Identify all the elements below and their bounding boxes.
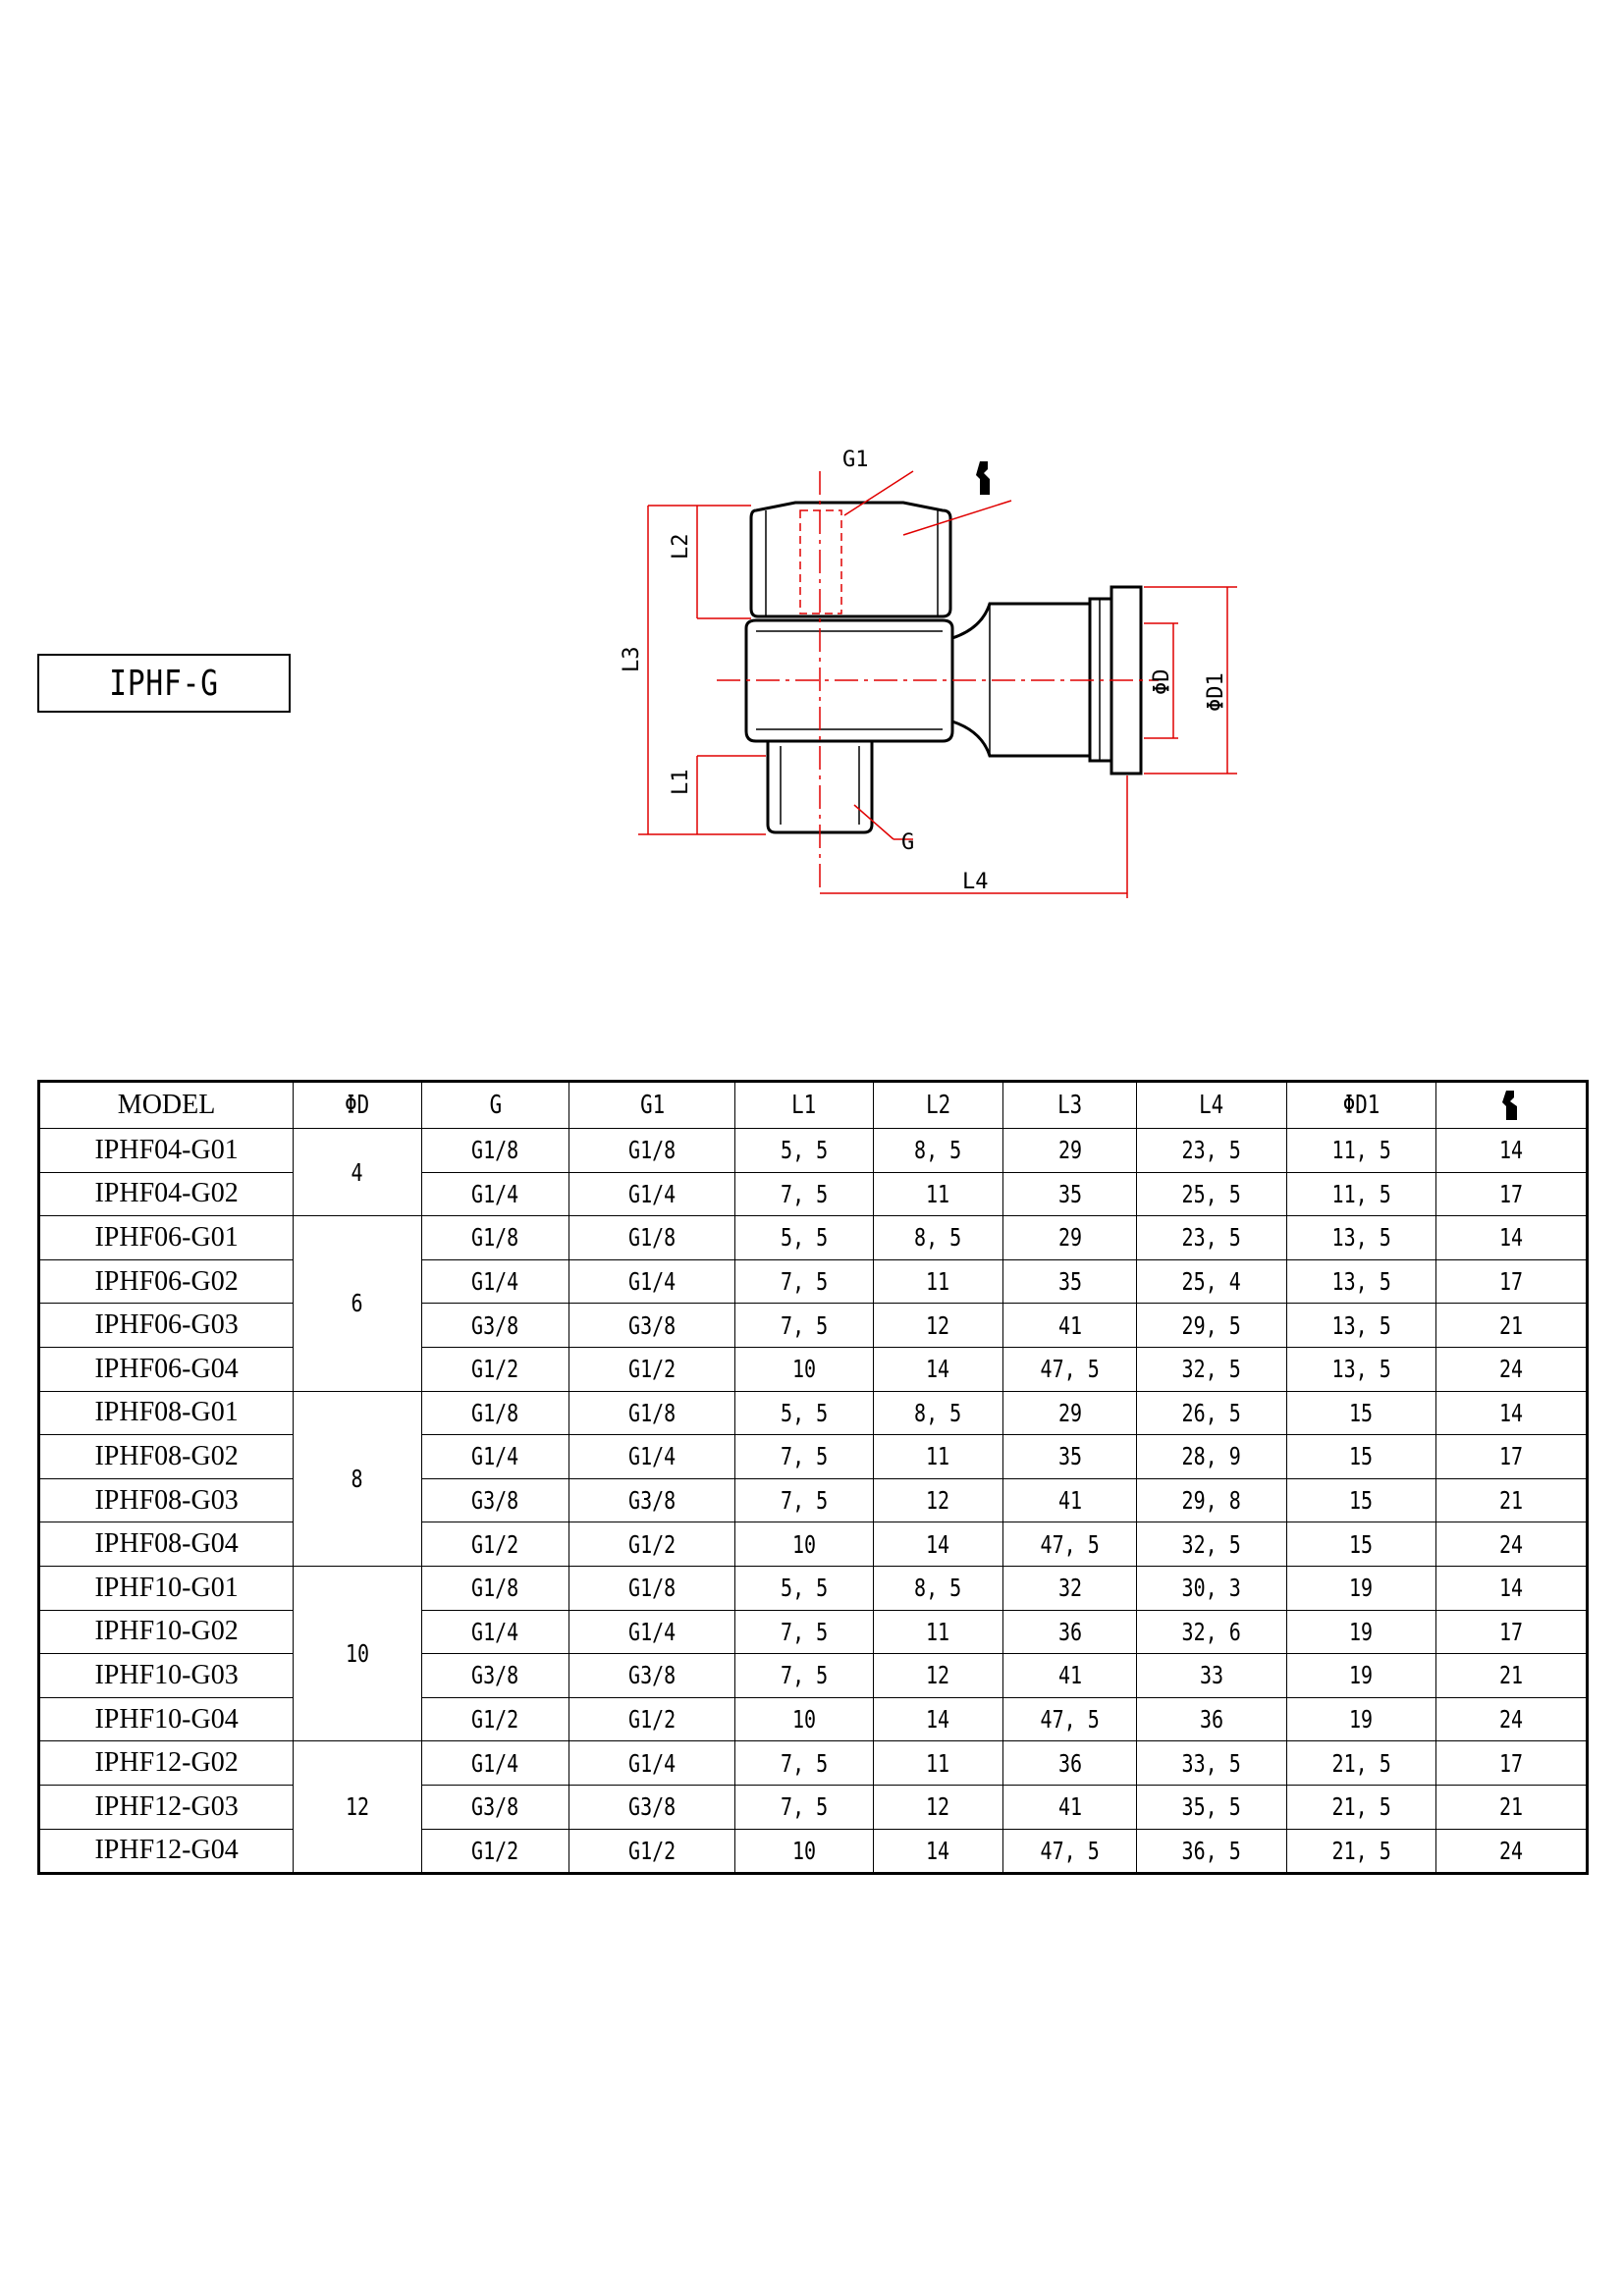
cell-model: IPHF10-G04 xyxy=(39,1697,294,1741)
cell-model: IPHF12-G02 xyxy=(39,1741,294,1786)
table-row xyxy=(39,1347,1588,1391)
cell-value: 15 xyxy=(1286,1435,1436,1479)
cell-value: G3/8 xyxy=(569,1785,735,1829)
cell-value: 8, 5 xyxy=(873,1566,1003,1610)
label-phi-d1: ΦD1 xyxy=(1204,672,1228,712)
cell-model: IPHF08-G04 xyxy=(39,1522,294,1567)
cell-value: 30, 3 xyxy=(1136,1566,1286,1610)
cell-value: 5, 5 xyxy=(735,1566,874,1610)
table-row xyxy=(39,1697,1588,1741)
cell-value: 5, 5 xyxy=(735,1391,874,1435)
cell-value: 7, 5 xyxy=(735,1435,874,1479)
header-l2: L2 xyxy=(873,1082,1003,1129)
cell-value: 5, 5 xyxy=(735,1129,874,1173)
cell-value: 13, 5 xyxy=(1286,1216,1436,1260)
cell-value: G1/2 xyxy=(421,1829,569,1874)
cell-value: G1/2 xyxy=(421,1522,569,1567)
cell-value: 32, 5 xyxy=(1136,1522,1286,1567)
cell-model: IPHF10-G03 xyxy=(39,1654,294,1698)
cell-value: 10 xyxy=(735,1697,874,1741)
cell-value: 11, 5 xyxy=(1286,1129,1436,1173)
cell-phi-d: 10 xyxy=(294,1566,422,1740)
cell-value: 19 xyxy=(1286,1610,1436,1654)
cell-model: IPHF04-G01 xyxy=(39,1129,294,1173)
cell-value: 47, 5 xyxy=(1003,1522,1137,1567)
cell-value: 11, 5 xyxy=(1286,1172,1436,1216)
cell-value: 29 xyxy=(1003,1129,1137,1173)
table-row xyxy=(39,1829,1588,1874)
table-row xyxy=(39,1478,1588,1522)
cell-value: 24 xyxy=(1436,1829,1588,1874)
cell-value: 19 xyxy=(1286,1566,1436,1610)
header-l3: L3 xyxy=(1003,1082,1137,1129)
cell-value: 11 xyxy=(873,1435,1003,1479)
cell-value: 11 xyxy=(873,1259,1003,1304)
label-l4: L4 xyxy=(962,870,989,894)
cell-value: 36, 5 xyxy=(1136,1829,1286,1874)
cell-value: 7, 5 xyxy=(735,1785,874,1829)
cell-value: 47, 5 xyxy=(1003,1697,1137,1741)
cell-value: 12 xyxy=(873,1478,1003,1522)
table-row xyxy=(39,1610,1588,1654)
cell-value: 21, 5 xyxy=(1286,1829,1436,1874)
cell-value: 17 xyxy=(1436,1172,1588,1216)
cell-value: 21 xyxy=(1436,1785,1588,1829)
cell-value: G1/8 xyxy=(421,1391,569,1435)
cell-value: 33, 5 xyxy=(1136,1741,1286,1786)
cell-value: 32, 5 xyxy=(1136,1347,1286,1391)
cell-value: 8, 5 xyxy=(873,1391,1003,1435)
cell-value: G1/4 xyxy=(421,1741,569,1786)
cell-value: 29 xyxy=(1003,1216,1137,1260)
upper-nut xyxy=(751,503,950,616)
cell-value: G3/8 xyxy=(421,1654,569,1698)
cell-value: 24 xyxy=(1436,1522,1588,1567)
cell-value: 32 xyxy=(1003,1566,1137,1610)
cell-value: 7, 5 xyxy=(735,1654,874,1698)
cell-value: 7, 5 xyxy=(735,1304,874,1348)
cell-value: G1/4 xyxy=(421,1435,569,1479)
cell-value: 12 xyxy=(873,1785,1003,1829)
table-row xyxy=(39,1566,1588,1610)
table-header-row xyxy=(39,1082,1588,1129)
table-row xyxy=(39,1391,1588,1435)
cell-value: 17 xyxy=(1436,1741,1588,1786)
cell-model: IPHF12-G03 xyxy=(39,1785,294,1829)
cell-value: 35 xyxy=(1003,1172,1137,1216)
cell-model: IPHF06-G02 xyxy=(39,1259,294,1304)
spec-table xyxy=(37,1080,1589,1875)
cell-value: G1/2 xyxy=(569,1829,735,1874)
cell-value: 15 xyxy=(1286,1478,1436,1522)
header-wrench-icon xyxy=(1436,1082,1588,1129)
model-label-box xyxy=(37,654,291,713)
cell-value: G1/2 xyxy=(569,1697,735,1741)
cell-value: 35 xyxy=(1003,1435,1137,1479)
cell-value: 14 xyxy=(873,1697,1003,1741)
cell-phi-d: 6 xyxy=(294,1216,422,1391)
cell-value: 41 xyxy=(1003,1478,1137,1522)
cell-value: 36 xyxy=(1003,1610,1137,1654)
cell-value: 17 xyxy=(1436,1259,1588,1304)
model-label: IPHF-G xyxy=(109,663,219,704)
cell-value: 41 xyxy=(1003,1785,1137,1829)
cell-value: 14 xyxy=(1436,1391,1588,1435)
cell-value: 41 xyxy=(1003,1654,1137,1698)
cell-value: 14 xyxy=(873,1347,1003,1391)
cell-phi-d: 12 xyxy=(294,1741,422,1874)
cell-value: 36 xyxy=(1136,1697,1286,1741)
cell-value: G1/4 xyxy=(569,1172,735,1216)
cell-value: G3/8 xyxy=(569,1654,735,1698)
cell-value: G3/8 xyxy=(421,1478,569,1522)
cell-value: G1/4 xyxy=(569,1610,735,1654)
cell-value: 12 xyxy=(873,1654,1003,1698)
cell-value: 35, 5 xyxy=(1136,1785,1286,1829)
cell-value: 10 xyxy=(735,1829,874,1874)
cell-value: G1/4 xyxy=(421,1610,569,1654)
cell-value: 13, 5 xyxy=(1286,1347,1436,1391)
label-g1: G1 xyxy=(842,448,869,472)
cell-value: 11 xyxy=(873,1172,1003,1216)
cell-value: G1/8 xyxy=(421,1566,569,1610)
cell-value: 17 xyxy=(1436,1610,1588,1654)
cell-value: 21 xyxy=(1436,1304,1588,1348)
cell-value: G1/2 xyxy=(421,1697,569,1741)
cell-model: IPHF10-G01 xyxy=(39,1566,294,1610)
cell-value: 47, 5 xyxy=(1003,1347,1137,1391)
cell-value: 15 xyxy=(1286,1522,1436,1567)
cell-value: G1/8 xyxy=(569,1391,735,1435)
header-l4: L4 xyxy=(1136,1082,1286,1129)
cell-value: 29, 8 xyxy=(1136,1478,1286,1522)
table-row xyxy=(39,1435,1588,1479)
cell-value: 5, 5 xyxy=(735,1216,874,1260)
cell-value: 33 xyxy=(1136,1654,1286,1698)
cell-value: 17 xyxy=(1436,1435,1588,1479)
cell-value: 14 xyxy=(1436,1129,1588,1173)
cell-value: G1/8 xyxy=(569,1566,735,1610)
cell-value: 23, 5 xyxy=(1136,1216,1286,1260)
cell-value: 11 xyxy=(873,1610,1003,1654)
table-row xyxy=(39,1259,1588,1304)
table-row xyxy=(39,1304,1588,1348)
cell-value: 7, 5 xyxy=(735,1610,874,1654)
label-phi-d: ΦD xyxy=(1150,668,1174,695)
cell-value: 24 xyxy=(1436,1347,1588,1391)
cell-value: 14 xyxy=(873,1522,1003,1567)
cell-value: 21, 5 xyxy=(1286,1741,1436,1786)
cell-value: 21 xyxy=(1436,1478,1588,1522)
cell-model: IPHF06-G01 xyxy=(39,1216,294,1260)
header-phi-d1: ΦD1 xyxy=(1286,1082,1436,1129)
table-row xyxy=(39,1216,1588,1260)
cell-value: 23, 5 xyxy=(1136,1129,1286,1173)
cell-value: 19 xyxy=(1286,1654,1436,1698)
cell-value: G1/2 xyxy=(569,1347,735,1391)
cell-value: G3/8 xyxy=(421,1785,569,1829)
cell-model: IPHF04-G02 xyxy=(39,1172,294,1216)
cell-value: 21 xyxy=(1436,1654,1588,1698)
cell-value: 35 xyxy=(1003,1259,1137,1304)
label-g: G xyxy=(901,830,915,855)
table-row xyxy=(39,1654,1588,1698)
header-g: G xyxy=(421,1082,569,1129)
table-row xyxy=(39,1741,1588,1786)
cell-value: G1/8 xyxy=(569,1216,735,1260)
cell-value: 36 xyxy=(1003,1741,1137,1786)
cell-value: G3/8 xyxy=(569,1478,735,1522)
cell-model: IPHF08-G02 xyxy=(39,1435,294,1479)
cell-value: 8, 5 xyxy=(873,1216,1003,1260)
cell-value: 10 xyxy=(735,1347,874,1391)
cell-value: G1/8 xyxy=(569,1129,735,1173)
cell-phi-d: 8 xyxy=(294,1391,422,1566)
cell-value: 15 xyxy=(1286,1391,1436,1435)
cell-value: 11 xyxy=(873,1741,1003,1786)
cell-value: G3/8 xyxy=(421,1304,569,1348)
cell-model: IPHF12-G04 xyxy=(39,1829,294,1874)
label-l1: L1 xyxy=(669,769,693,795)
cell-value: G1/4 xyxy=(421,1172,569,1216)
cell-value: 29, 5 xyxy=(1136,1304,1286,1348)
cell-model: IPHF08-G03 xyxy=(39,1478,294,1522)
cell-value: 12 xyxy=(873,1304,1003,1348)
table-row xyxy=(39,1785,1588,1829)
table-body xyxy=(39,1129,1588,1874)
cell-model: IPHF10-G02 xyxy=(39,1610,294,1654)
cell-value: 8, 5 xyxy=(873,1129,1003,1173)
cell-value: 25, 4 xyxy=(1136,1259,1286,1304)
wrench-icon xyxy=(976,461,990,495)
header-model: MODEL xyxy=(39,1082,294,1129)
cell-value: 21, 5 xyxy=(1286,1785,1436,1829)
cell-value: 41 xyxy=(1003,1304,1137,1348)
cell-value: 13, 5 xyxy=(1286,1259,1436,1304)
header-phi-d: ΦD xyxy=(294,1082,422,1129)
cell-value: 10 xyxy=(735,1522,874,1567)
cell-value: G1/4 xyxy=(569,1259,735,1304)
cell-value: 47, 5 xyxy=(1003,1829,1137,1874)
cell-model: IPHF06-G04 xyxy=(39,1347,294,1391)
cell-value: 25, 5 xyxy=(1136,1172,1286,1216)
cell-phi-d: 4 xyxy=(294,1129,422,1216)
cell-value: G1/4 xyxy=(569,1435,735,1479)
cell-value: 28, 9 xyxy=(1136,1435,1286,1479)
cell-value: 7, 5 xyxy=(735,1259,874,1304)
cell-value: G1/8 xyxy=(421,1129,569,1173)
cell-value: 19 xyxy=(1286,1697,1436,1741)
label-l3: L3 xyxy=(620,646,644,672)
cell-value: 7, 5 xyxy=(735,1172,874,1216)
table-row xyxy=(39,1129,1588,1173)
cell-value: 7, 5 xyxy=(735,1741,874,1786)
cell-value: G1/2 xyxy=(421,1347,569,1391)
cell-model: IPHF06-G03 xyxy=(39,1304,294,1348)
cell-value: 24 xyxy=(1436,1697,1588,1741)
cell-model: IPHF08-G01 xyxy=(39,1391,294,1435)
cell-value: G1/4 xyxy=(421,1259,569,1304)
fitting-drawing xyxy=(609,432,1237,913)
cell-value: 14 xyxy=(1436,1216,1588,1260)
table-row xyxy=(39,1522,1588,1567)
header-l1: L1 xyxy=(735,1082,874,1129)
cell-value: 26, 5 xyxy=(1136,1391,1286,1435)
label-l2: L2 xyxy=(669,533,693,560)
header-g1: G1 xyxy=(569,1082,735,1129)
cell-value: 32, 6 xyxy=(1136,1610,1286,1654)
cell-value: 7, 5 xyxy=(735,1478,874,1522)
cell-value: G1/4 xyxy=(569,1741,735,1786)
cell-value: 14 xyxy=(1436,1566,1588,1610)
cell-value: 14 xyxy=(873,1829,1003,1874)
cell-value: 13, 5 xyxy=(1286,1304,1436,1348)
table-row xyxy=(39,1172,1588,1216)
cell-value: G1/2 xyxy=(569,1522,735,1567)
cell-value: G1/8 xyxy=(421,1216,569,1260)
cell-value: 29 xyxy=(1003,1391,1137,1435)
cell-value: G3/8 xyxy=(569,1304,735,1348)
